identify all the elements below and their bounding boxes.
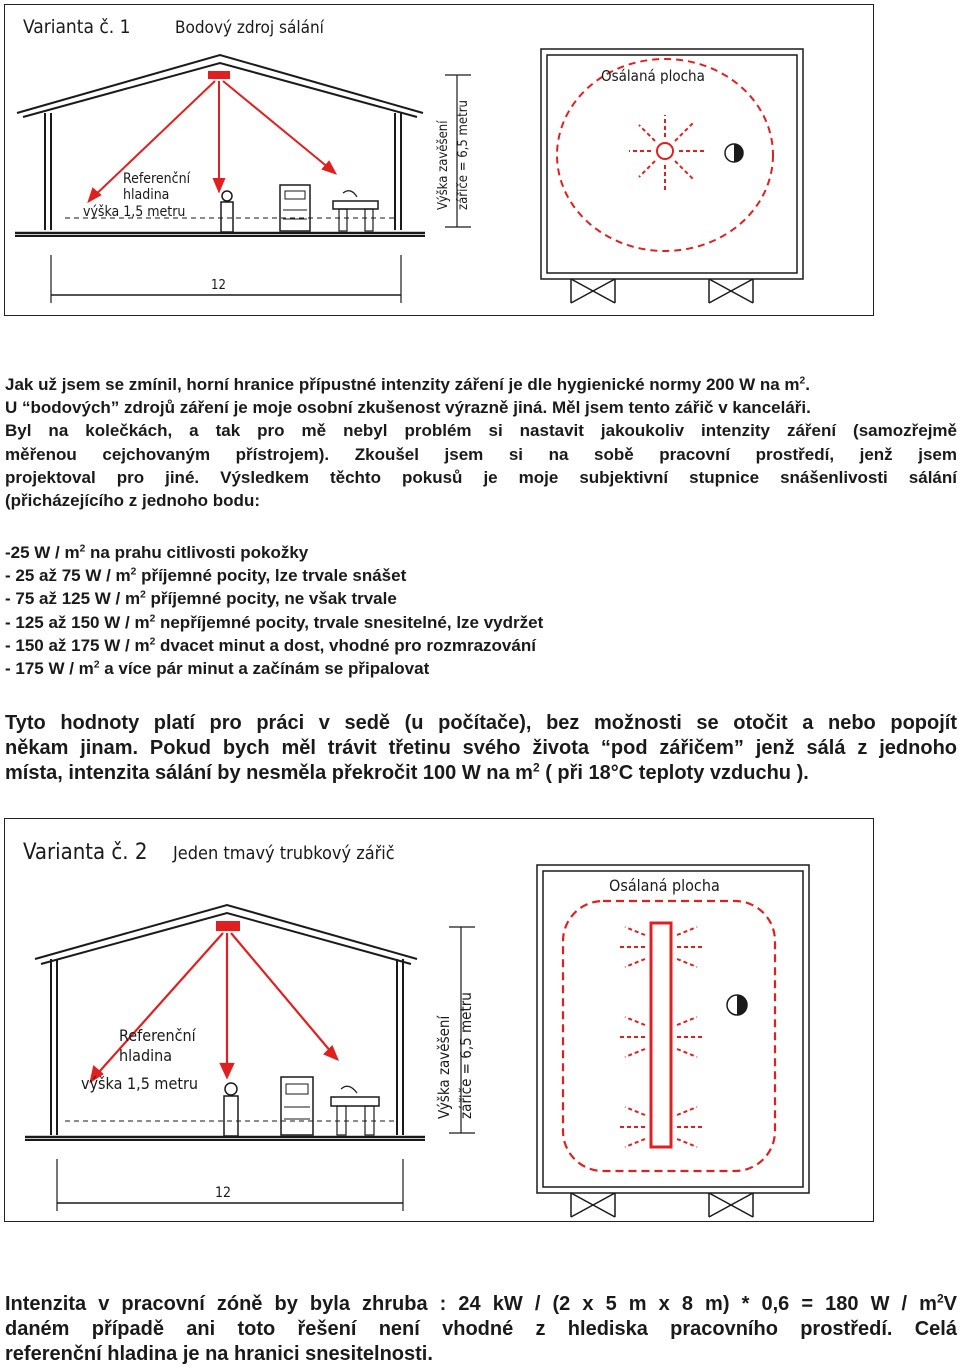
- figure-variant-1-drawing: [5, 5, 873, 315]
- figure1-title: Varianta č. 1: [23, 16, 131, 38]
- paragraph-conclusion-line-3: místa, intenzita sálání by nesměla překročit 100 W na $m^2$ ( při 18°C teploty vzduchu ).: [5, 760, 809, 784]
- figure2-plan-label: Osálaná plocha: [609, 876, 720, 895]
- figure2-height-label-1: Výška zavěšení: [435, 1015, 453, 1119]
- figure1-ref-label-1: Referenční: [123, 171, 191, 187]
- figure1-dimension: 12: [211, 278, 226, 293]
- list-item: - 150 až 175 W / $m^2$ dvacet minut a dost, vhodné pro rozmrazování: [5, 635, 536, 655]
- figure1-ref-label-3: výška 1,5 metru: [83, 204, 186, 220]
- list-item: - 75 až 125 W / $m^2$ příjemné pocity, ne však trvale: [5, 589, 397, 609]
- paragraph-intro-line-2: U “bodových” zdrojů záření je moje osobní zkušenost výrazně jiná. Měl jsem tento zářič v kanceláři.: [5, 398, 811, 418]
- figure1-ref-label-2: hladina: [123, 187, 170, 203]
- paragraph-calculation-line-1: Intenzita v pracovní zóně by byla zhruba : 24 kW / (2 x 5 m x 8 m) * 0,6 = 180 W / $m^2V$: [5, 1291, 957, 1315]
- figure-variant-2: [4, 818, 874, 1222]
- tolerance-scale-list: [5, 541, 957, 680]
- list-item: - 175 W / $m^2$ a více pár minut a začínám se připalovat: [5, 659, 430, 679]
- paragraph-conclusion-line-2: někam jinam. Pokud bych měl trávit třetinu svého života “pod zářičem” jenž sálá z jednoho: [5, 737, 957, 759]
- list-item: - 25 až 75 W / $m^2$ příjemné pocity, lze trvale snášet: [5, 566, 407, 586]
- paragraph-intro-line-5: projektoval pro jiné. Výsledkem těchto pokusů je moje subjektivní stupnice snášenlivosti sálání: [5, 467, 957, 487]
- paragraph-intro: [5, 373, 957, 512]
- figure2-title: Varianta č. 2: [23, 840, 148, 865]
- list-item: -25 W / $m^2$ na prahu citlivosti pokožky: [5, 543, 309, 562]
- figure1-height-label-2: zářiče = 6,5 metru: [456, 100, 471, 210]
- paragraph-calculation-line-2: daném případě ani toto řešení není vhodné z hlediska pracovního prostředí. Celá: [5, 1318, 957, 1340]
- paragraph-conclusion-line-1: Tyto hodnoty platí pro práci v sedě (u počítače), bez možnosti se otočit a nebo popojít: [5, 712, 957, 734]
- figure2-ref-label-2: hladina: [119, 1046, 173, 1065]
- paragraph-calculation: [5, 1292, 957, 1367]
- figure-variant-1: [4, 4, 874, 316]
- paragraph-intro-line-4: měřenou cejchovaným přístrojem). Zkoušel jsem si na sobě pracovní prostředí, jenž jsem: [5, 444, 957, 464]
- paragraph-calculation-line-3: referenční hladina je na hranici snesitelnosti.: [5, 1343, 433, 1365]
- figure2-height-label-2: zářiče = 6,5 metru: [457, 992, 475, 1119]
- figure2-ref-label-1: Referenční: [119, 1026, 196, 1045]
- paragraph-conclusion: [5, 711, 957, 786]
- list-item: - 125 až 150 W / $m^2$ nepříjemné pocity, trvale snesitelné, lze vydržet: [5, 612, 544, 632]
- figure2-dimension: 12: [215, 1185, 232, 1201]
- figure2-ref-label-3: výška 1,5 metru: [81, 1074, 198, 1093]
- figure1-height-label-1: Výška zavěšení: [436, 120, 451, 210]
- figure1-subtitle: Bodový zdroj sálání: [175, 18, 324, 38]
- figure-variant-2-drawing: [5, 819, 873, 1221]
- paragraph-intro-line-3: Byl na kolečkách, a tak pro mě nebyl problém si nastavit jakoukoliv intenzity záření (samozřejmě: [5, 421, 957, 441]
- paragraph-intro-line-1: Jak už jsem se zmínil, horní hranice přípustné intenzity záření je dle hygienické normy 200 W na $m^2$.: [5, 375, 810, 394]
- paragraph-intro-line-6: (přicházejícího z jednoho bodu:: [5, 491, 260, 511]
- figure2-subtitle: Jeden tmavý trubkový zářič: [173, 843, 395, 864]
- figure1-plan-label: Osálaná plocha: [601, 67, 705, 85]
